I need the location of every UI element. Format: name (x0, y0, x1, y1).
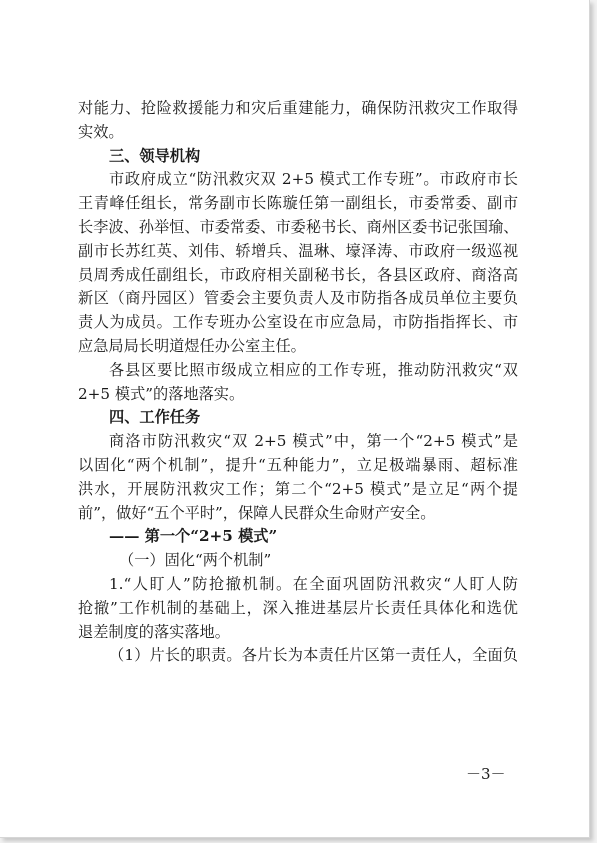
paragraph-first-line: 各县区要比照市级成立相应的工作专班，推动防汛救灾“双 (109, 361, 518, 379)
paragraph-line: 员周秀成任副组长，市政府相关副秘书长，各县区政府、商洛高 (78, 266, 518, 284)
paragraph-line: 长李波、孙举恒、市委常委、市委秘书长、商州区委书记张国瑜、 (78, 218, 519, 236)
paragraph-line: 洪水，开展防汛救灾工作；第二个“2+5 模式”是立足“两个提 (78, 480, 518, 498)
paragraph-line: 抢撤”工作机制的基础上，深入推进基层片长责任具体化和选优 (78, 599, 518, 617)
paragraph-last-line: 2+5 模式”的落地落实。 (78, 385, 245, 403)
page-number: －3－ (466, 765, 506, 783)
paragraph-line: 对能力、抢险救援能力和灾后重建能力，确保防汛救灾工作取得 (78, 99, 518, 117)
paragraph-last-line: 前”，做好“五个平时”，保障人民群众生命财产安全。 (78, 504, 436, 522)
paragraph-line: 新区（商丹园区）管委会主要负责人及市防指各成员单位主要负 (78, 289, 518, 307)
paragraph-first-line: （1）片长的职责。各片长为本责任片区第一责任人，全面负 (109, 646, 518, 664)
paragraph-last-line: 实效。 (78, 123, 124, 141)
paragraph-line: 王青峰任组长，常务副市长陈璇任第一副组长，市委常委、副市 (78, 194, 518, 212)
paragraph-first-line: 1.“人盯人”防抢撤机制。在全面巩固防汛救灾“人盯人防 (109, 575, 518, 593)
paragraph-first-line: 商洛市防汛救灾“双 2+5 模式”中，第一个“2+5 模式”是 (109, 432, 518, 450)
section-heading: 四、工作任务 (109, 408, 201, 426)
paragraph-line: 责人为成员。工作专班办公室设在市应急局，市防指指挥长、市 (78, 313, 518, 331)
section-heading: 三、领导机构 (109, 147, 201, 165)
paragraph-line: 副市长苏红英、刘伟、轿增兵、温琳、壕泽涛、市政府一级巡视 (78, 242, 518, 260)
sub-subsection-heading: （一）固化“两个机制” (119, 551, 272, 569)
paragraph-last-line: 应急局局长明道煜任办公室主任。 (78, 337, 306, 355)
paragraph-first-line: 市政府成立“防汛救灾双 2+5 模式工作专班”。市政府市长 (109, 170, 518, 188)
paragraph-line: 以固化“两个机制”，提升“五种能力”，立足极端暴雨、超标准 (78, 456, 518, 474)
paragraph-last-line: 退差制度的落实落地。 (78, 623, 230, 641)
subsection-heading: —— 第一个“2+5 模式” (109, 527, 278, 545)
